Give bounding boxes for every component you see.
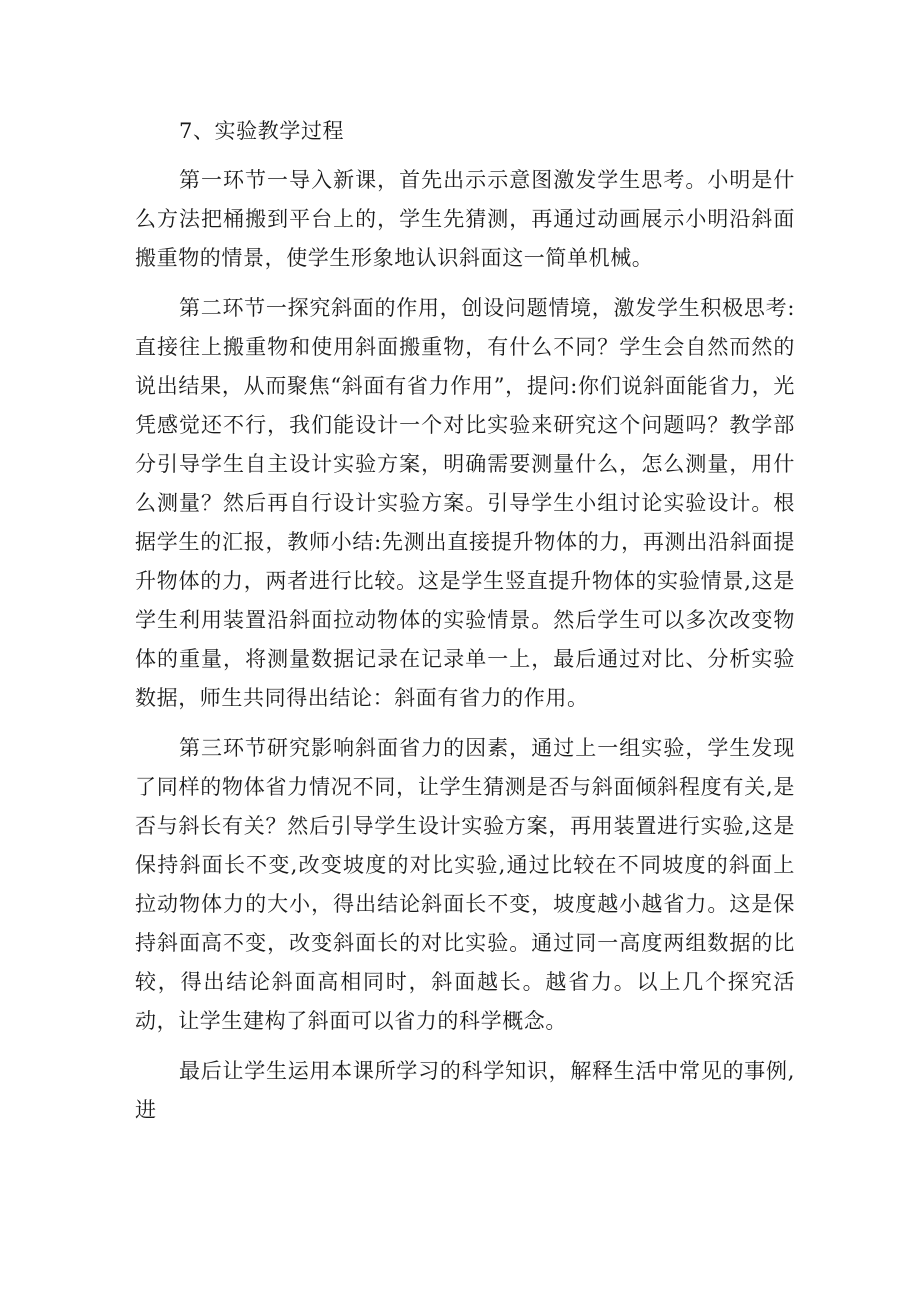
paragraph-section-3: 第三环节研究影响斜面省力的因素，通过上一组实验，学生发现了同样的物体省力情况不同，让学生猜测是否与斜面倾斜程度有关,是否与斜长有关？然后引导学生设计实验方案，再用装置进行实验,这是保持斜面长不变,改变坡度的对比实验,通过比较在不同坡度的斜面上拉动物体力的大小，得出结论斜面长不变，坡度越小越省力。这是保持斜面高不变，改变斜面长的对比实验。通过同一高度两组数据的比较，得出结论斜面高相同时，斜面越长。越省力。以上几个探究活动，让学生建构了斜面可以省力的科学概念。: [135, 736, 795, 1033]
paragraph-conclusion: 最后让学生运用本课所学习的科学知识，解释生活中常见的事例,进: [135, 1059, 795, 1122]
section-heading: 7、实验教学过程: [179, 119, 345, 143]
paragraph-section-1: 第一环节一导入新课，首先出示示意图激发学生思考。小明是什么方法把桶搬到平台上的，学生先猜测，再通过动画展示小明沿斜面搬重物的情景，使学生形象地认识斜面这一简单机械。: [135, 168, 795, 270]
document-body: [135, 112, 795, 1130]
paragraph-section-2: 第二环节一探究斜面的作用，创设问题情境，激发学生积极思考:直接往上搬重物和使用斜面搬重物，有什么不同？学生会自然而然的说出结果，从而聚焦“斜面有省力作用”，提问:你们说斜面能省力，光凭感觉还不行，我们能设计一个对比实验来研究这个问题吗？教学部分引导学生自主设计实验方案，明确需要测量什么，怎么测量，用什么测量？然后再自行设计实验方案。引导学生小组讨论实验设计。根据学生的汇报，教师小结:先测出直接提升物体的力，再测出沿斜面提升物体的力，两者进行比较。这是学生竖直提升物体的实验情景,这是学生利用装置沿斜面拉动物体的实验情景。然后学生可以多次改变物体的重量，将测量数据记录在记录单一上，最后通过对比、分析实验数据，师生共同得出结论：斜面有省力的作用。: [135, 296, 795, 710]
